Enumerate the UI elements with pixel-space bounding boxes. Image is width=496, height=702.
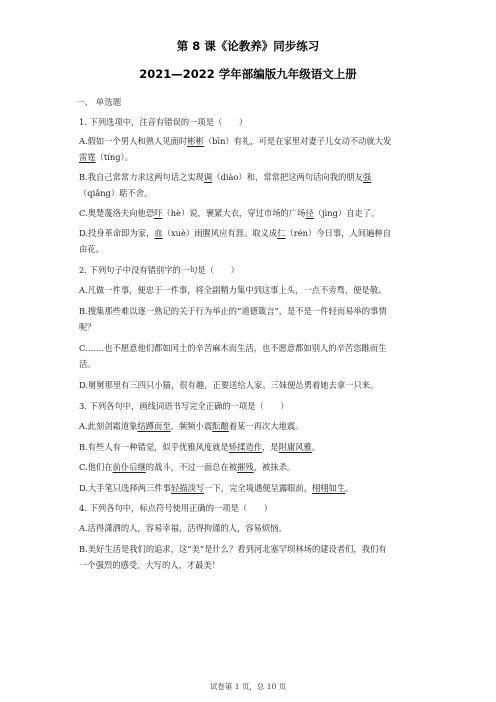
q2-option-b-cont: 呢？: [79, 322, 96, 332]
q4-option-b: B.美好生活是我们的追求，这“美”是什么？看到河北塞罕坝林场的建设者们，我们有: [79, 544, 387, 554]
q1-option-a-cont: 雷霆（tíng）。: [79, 152, 133, 162]
document-title: 第 8 课《论教养》同步练习: [176, 39, 320, 53]
q2-stem: 2. 下列句子中没有错别字的一句是（ ）: [79, 265, 239, 275]
q3-option-d: D.大手笔只选择两三件事轻描淡写一下，完全境遇便呈露眼前，栩栩如生。: [79, 483, 354, 493]
q1-option-b-cont: （qiǎng）聒不舍。: [79, 188, 153, 198]
q2-option-c: C.……也不愿意他们都如闰土的辛苦麻木而生活，也不愿意都如别人的辛苦恣睢而生: [79, 343, 387, 353]
q1-option-c: C.奥楚蔑洛夫向他恐吓（hè）说，裹紧大衣，穿过市场的广场径（jìng）自走了。: [79, 208, 380, 218]
q1-stem: 1. 下列选项中，注音有错误的一项是（ ）: [79, 117, 248, 127]
q3-option-b: B.有些人有一种错觉，似乎优雅风度就是矫揉造作，是附庸风雅。: [79, 442, 321, 452]
q2-option-b: B.搜集那些难以逐一熟记的关于行为举止的“道德箴言”，是不是一件轻而易举的事情: [79, 306, 387, 316]
q4-option-a: A.活得潇洒的人，容易幸福，活得拘谨的人，容易烦恼。: [79, 523, 287, 533]
q4-option-b-cont: 一个强烈的感受。大写的人，才最美！: [79, 560, 221, 570]
section-heading: 一、 单选题: [76, 98, 122, 108]
q2-option-d: D.舅舅那里有三四只小猫，很有趣，正要送给人家。三妹便怂勇着她去拿一只来。: [79, 380, 379, 390]
document-subtitle: 2021—2022 学年部编版九年级语文上册: [139, 67, 357, 81]
q1-option-d: D.投身革命即为家，血（xuè）雨腥风应有涯。取义成仁（rén）今日事，人间遍种自: [79, 228, 391, 238]
q2-option-c-cont: 活。: [79, 359, 96, 369]
q4-stem: 4. 下列各句中，标点符号使用正确的一项是（ ）: [79, 503, 273, 513]
q3-option-c: C.他们在前仆后继的战斗，不过一面总在被摧残，被抹杀。: [79, 462, 296, 472]
q3-stem: 3. 下列各句中，画线词语书写完全正确的一项是（ ）: [79, 401, 289, 411]
q1-option-b: B.我自己常常力求这两句话之实现调（diào）和，常常把这两句话向我的朋友强: [79, 172, 372, 182]
q2-option-a: A.凡做一件事，便忠于一件事，将全副精力集中到这事上头，一点不旁骛，便是敬。: [79, 285, 387, 295]
q1-option-d-cont: 由花。: [79, 244, 104, 254]
q3-option-a: A.此刻剑霜道象结蹲而至，频频小震酝酿着某一再次大地震。: [79, 421, 304, 431]
q1-option-a: A.假如一个男人和熟人见面时彬彬（bīn）有礼，可是在家里对妻子儿女动不动就大发: [79, 136, 392, 146]
page-footer: 试卷第 1 页，总 10 页: [209, 682, 287, 691]
